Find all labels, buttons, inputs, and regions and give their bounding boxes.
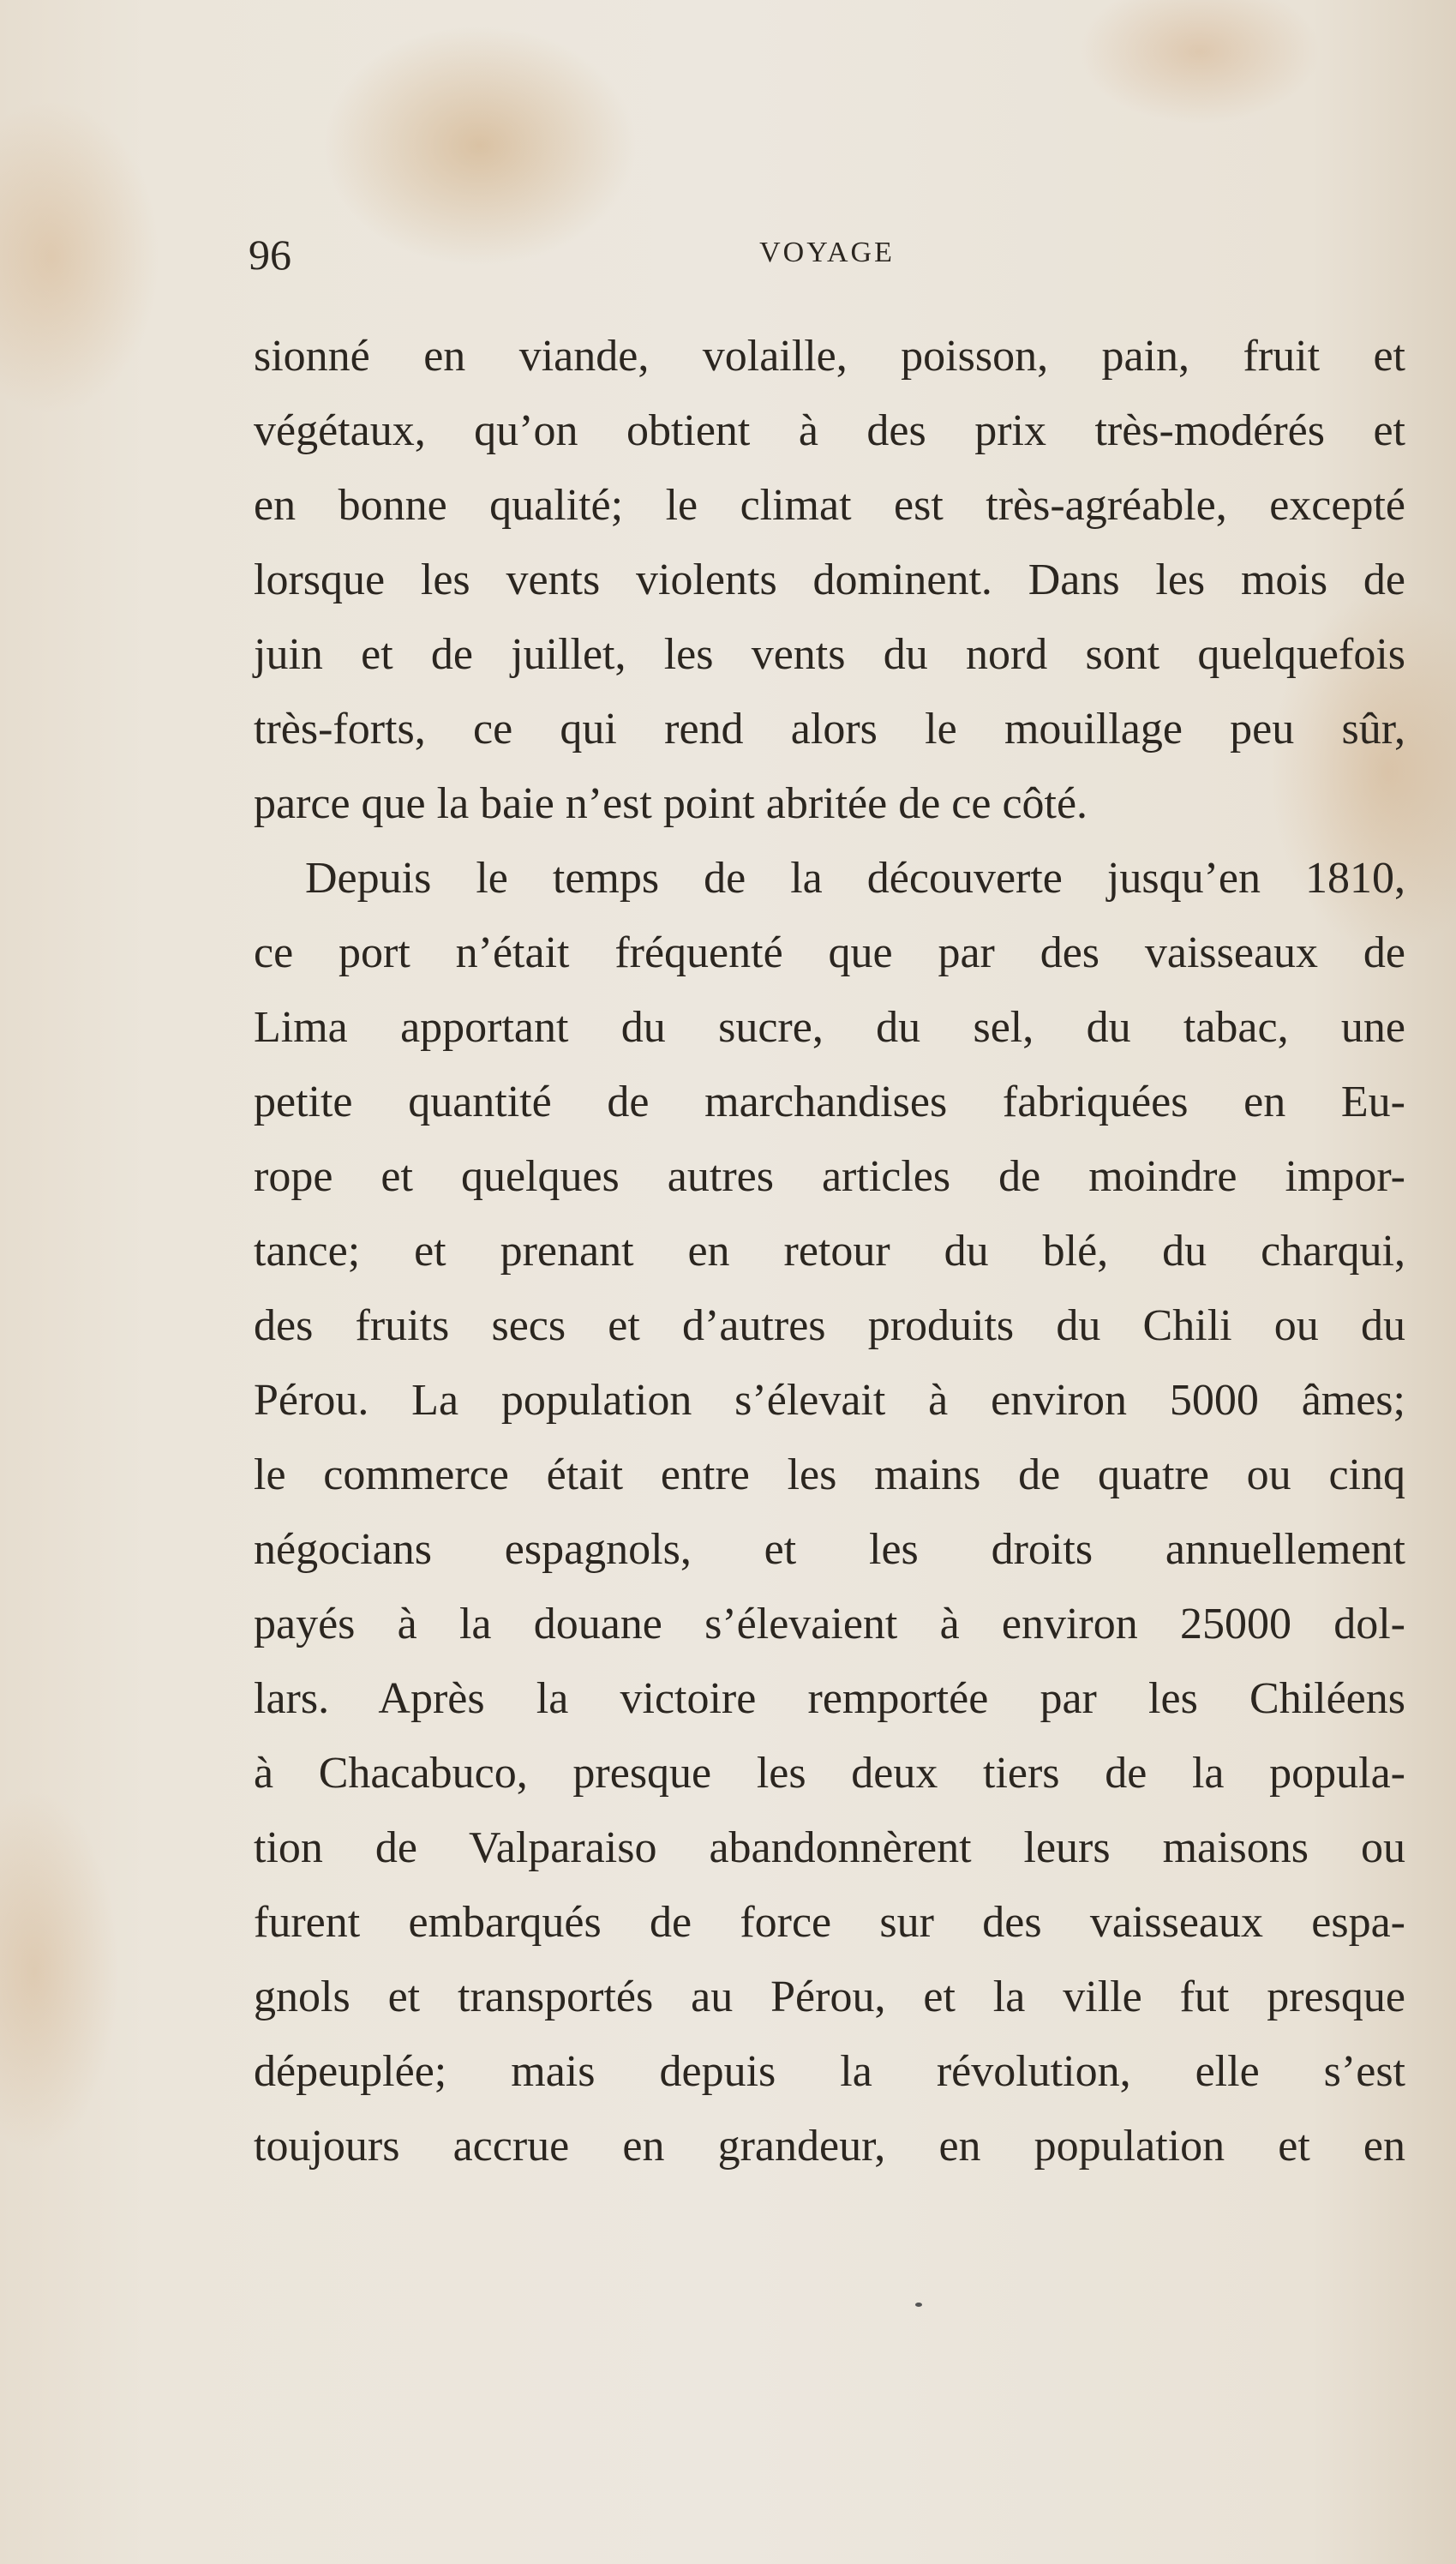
text-line: lars. Après la victoire remportée par les Chiléens: [254, 1674, 1405, 1723]
text-line: Depuis le temps de la découverte jusqu’en 1810,: [305, 854, 1405, 903]
text-line: Pérou. La population s’élevait à environ 5000 âmes;: [254, 1376, 1405, 1425]
text-line: payés à la douane s’élevaient à environ 25000 dol-: [254, 1600, 1405, 1648]
text-line: petite quantité de marchandises fabriquées en Eu-: [254, 1078, 1405, 1126]
text-line: rope et quelques autres articles de moindre impor-: [254, 1152, 1405, 1201]
text-line: très-forts, ce qui rend alors le mouillage peu sûr,: [254, 705, 1405, 754]
text-line: ce port n’était fréquenté que par des vaisseaux de: [254, 928, 1405, 977]
text-line: tance; et prenant en retour du blé, du charqui,: [254, 1227, 1405, 1276]
text-line: en bonne qualité; le climat est très-agréable, excepté: [254, 481, 1405, 530]
text-line: gnols et transportés au Pérou, et la ville fut presque: [254, 1973, 1405, 2021]
text-line: furent embarqués de force sur des vaisseaux espa-: [254, 1898, 1405, 1947]
text-line: le commerce était entre les mains de quatre ou cinq: [254, 1450, 1405, 1499]
page-number: 96: [249, 231, 291, 279]
text-line: à Chacabuco, presque les deux tiers de la popula-: [254, 1749, 1405, 1798]
text-line: sionné en viande, volaille, poisson, pain, fruit et: [254, 332, 1405, 381]
page-body: [254, 319, 1405, 2183]
text-line: Lima apportant du sucre, du sel, du tabac, une: [254, 1003, 1405, 1052]
text-line: tion de Valparaiso abandonnèrent leurs maisons ou: [254, 1823, 1405, 1872]
text-line: toujours accrue en grandeur, en population et en: [254, 2122, 1405, 2171]
text-line: végétaux, qu’on obtient à des prix très-modérés et: [254, 406, 1405, 455]
page-header: [249, 230, 1405, 281]
text-line: négocians espagnols, et les droits annuellement: [254, 1525, 1405, 1574]
running-title: VOYAGE: [759, 237, 895, 268]
text-line: dépeuplée; mais depuis la révolution, elle s’est: [254, 2047, 1405, 2096]
text-line: lorsque les vents violents dominent. Dans les mois de: [254, 555, 1405, 604]
text-line: parce que la baie n’est point abritée de ce côté.: [254, 779, 1088, 828]
text-line: des fruits secs et d’autres produits du Chili ou du: [254, 1301, 1405, 1350]
text-line: juin et de juillet, les vents du nord sont quelquefois: [254, 630, 1405, 679]
ink-dot: [915, 2303, 922, 2307]
